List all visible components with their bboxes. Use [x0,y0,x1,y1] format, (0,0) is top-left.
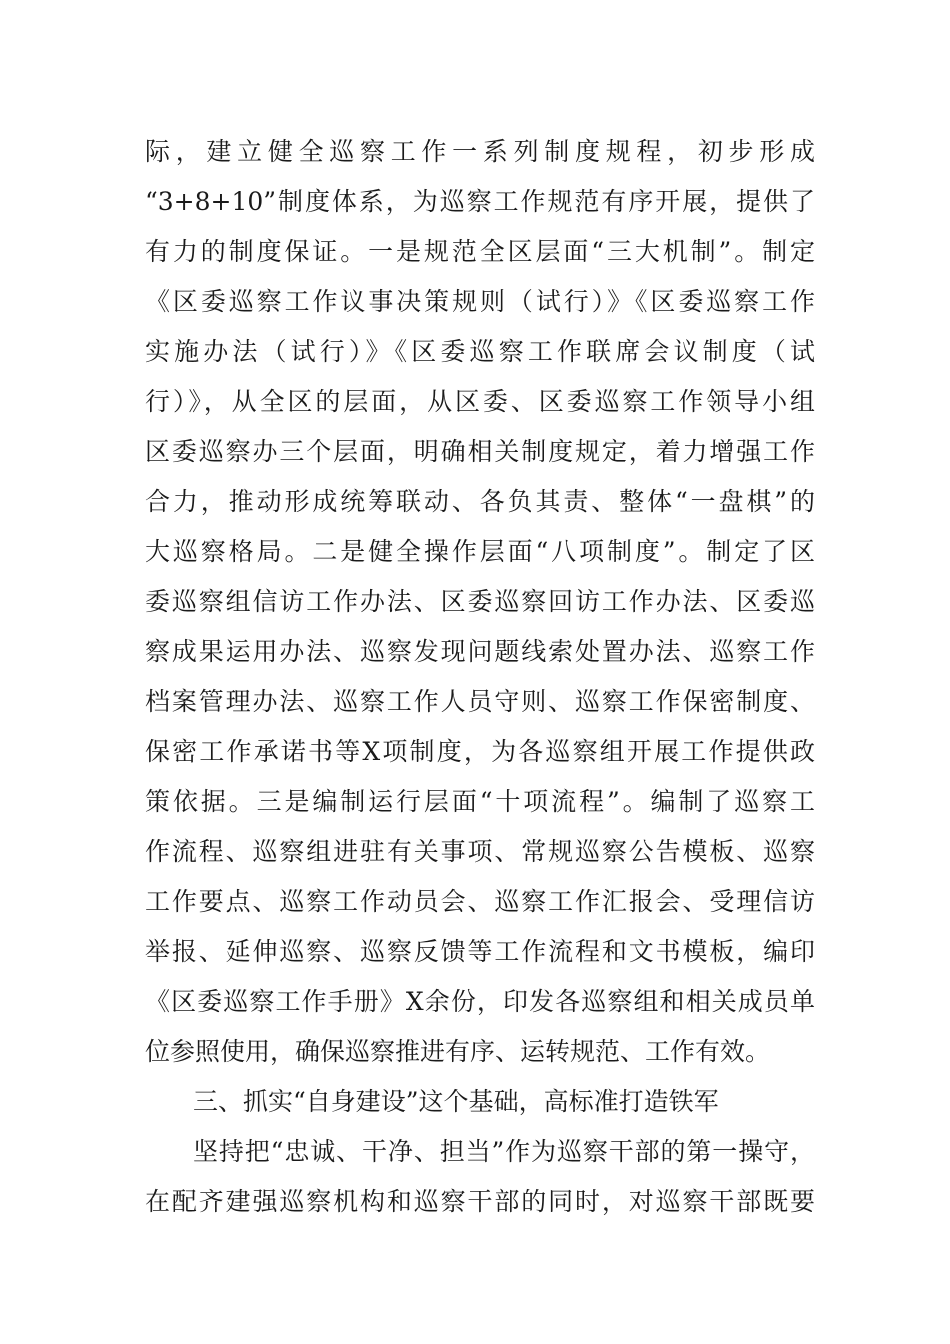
body-line: 坚持把“忠诚、干净、担当”作为巡察干部的第一操守， [193,1137,815,1166]
body-line: 《区委巡察工作手册》X余份，印发各巡察组和相关成员单 [145,987,815,1016]
document-body [145,127,815,1227]
body-line: 《区委巡察工作议事决策规则（试行）》《区委巡察工作 [145,287,815,316]
body-line: 有力的制度保证。一是规范全区层面“三大机制”。制定 [145,237,815,266]
body-line: 保密工作承诺书等X项制度，为各巡察组开展工作提供政 [145,737,815,766]
body-line: 策依据。三是编制运行层面“十项流程”。编制了巡察工 [145,787,815,816]
body-line: “3+8+10”制度体系，为巡察工作规范有序开展，提供了 [145,187,815,216]
body-line: 委巡察组信访工作办法、区委巡察回访工作办法、区委巡 [145,587,815,616]
body-line: 区委巡察办三个层面，明确相关制度规定，着力增强工作 [145,437,815,466]
body-line: 行）》，从全区的层面，从区委、区委巡察工作领导小组 [145,387,815,416]
body-line: 际，建立健全巡察工作一系列制度规程，初步形成 [145,137,815,166]
body-line: 举报、延伸巡察、巡察反馈等工作流程和文书模板，编印 [145,937,815,966]
body-line: 实施办法（试行）》《区委巡察工作联席会议制度（试 [145,337,815,366]
body-line-last: 位参照使用，确保巡察推进有序、运转规范、工作有效。 [145,1037,771,1066]
body-line: 察成果运用办法、巡察发现问题线索处置办法、巡察工作 [145,637,815,666]
body-line: 在配齐建强巡察机构和巡察干部的同时，对巡察干部既要 [145,1187,815,1216]
body-line: 档案管理办法、巡察工作人员守则、巡察工作保密制度、 [145,687,815,716]
body-line: 大巡察格局。二是健全操作层面“八项制度”。制定了区 [145,537,815,566]
section-heading: 三、抓实“自身建设”这个基础，高标准打造铁军 [193,1087,719,1116]
body-line: 作流程、巡察组进驻有关事项、常规巡察公告模板、巡察 [145,837,815,866]
body-line: 工作要点、巡察工作动员会、巡察工作汇报会、受理信访 [145,887,815,916]
body-line: 合力，推动形成统筹联动、各负其责、整体“一盘棋”的 [145,487,815,516]
